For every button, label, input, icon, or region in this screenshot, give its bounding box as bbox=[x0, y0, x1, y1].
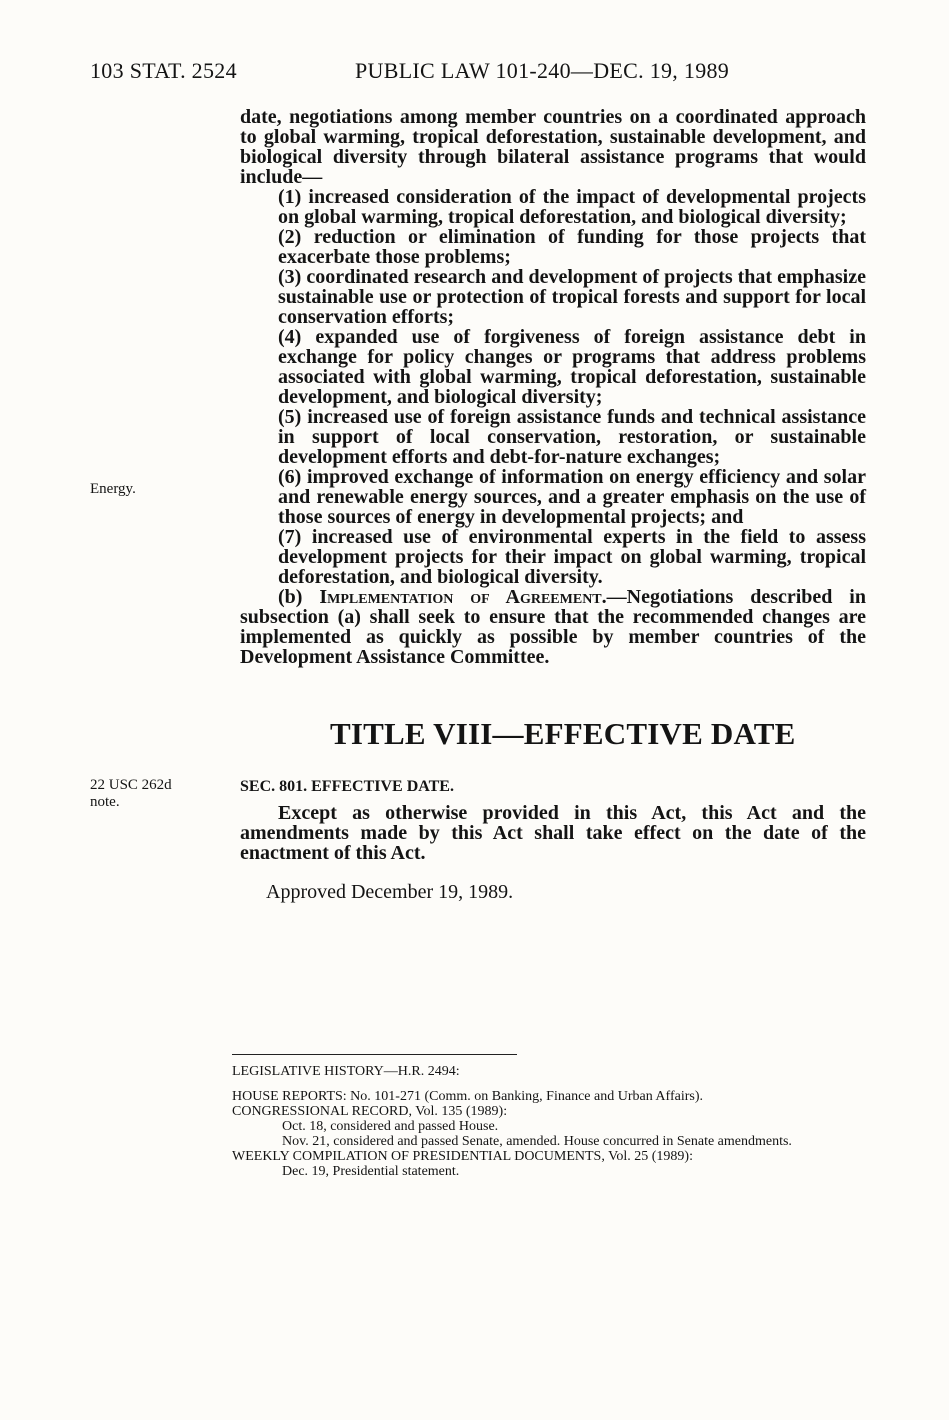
running-head-law: PUBLIC LAW 101-240—DEC. 19, 1989 bbox=[355, 58, 730, 83]
history-line: CONGRESSIONAL RECORD, Vol. 135 (1989): bbox=[232, 1104, 508, 1119]
history-line: WEEKLY COMPILATION OF PRESIDENTIAL DOCUMENTS, Vol. 25 (1989): bbox=[232, 1149, 693, 1164]
body-text-block bbox=[240, 107, 866, 667]
subsection-b-label: (b) bbox=[278, 586, 320, 608]
history-title: LEGISLATIVE HISTORY—H.R. 2494: bbox=[232, 1064, 460, 1079]
list-item: (1) increased consideration of the impact of developmental projects on global warming, tropical deforestation, and biological diversity; bbox=[278, 186, 866, 228]
list-item: (4) expanded use of forgiveness of foreign assistance debt in exchange for policy changes or programs that address problems associated with global warming, tropical deforestation, sustainable development, and biological diversity; bbox=[278, 326, 866, 408]
margin-note-usc-line2: note. bbox=[90, 794, 120, 810]
margin-note-energy: Energy. bbox=[90, 481, 136, 497]
section-801-text: Except as otherwise provided in this Act, this Act and the amendments made by this Act shall take effect on the date of the enactment of this Act. bbox=[240, 802, 866, 864]
history-line: Oct. 18, considered and passed House. bbox=[282, 1119, 499, 1134]
intro-paragraph: date, negotiations among member countries on a coordinated approach to global warming, tropical deforestation, sustainable development, and biological diversity through bilateral assistance programs that would include— bbox=[240, 106, 866, 188]
list-item: (5) increased use of foreign assistance funds and technical assistance in support of local conservation, restoration, or sustainable development efforts and debt-for-nature exchanges; bbox=[278, 406, 866, 468]
margin-note-usc bbox=[90, 777, 172, 811]
list-item: (6) improved exchange of information on energy efficiency and solar and renewable energy sources, and a greater emphasis on the use of those sources of energy in developmental projects; and bbox=[278, 466, 866, 528]
title-heading: TITLE VIII—EFFECTIVE DATE bbox=[330, 716, 796, 751]
subsection-b-text: —Negotiations described in subsection (a) shall seek to ensure that the recommended changes are implemented as quickly as possible by member countries of the Development Assistance Committee. bbox=[240, 586, 866, 668]
history-line: Dec. 19, Presidential statement. bbox=[282, 1164, 460, 1179]
section-heading: SEC. 801. EFFECTIVE DATE. bbox=[240, 778, 454, 795]
section-801-body bbox=[240, 803, 866, 863]
page-stat-number: 103 STAT. 2524 bbox=[90, 58, 237, 83]
history-lines bbox=[232, 1089, 872, 1179]
subsection-b bbox=[240, 587, 866, 667]
subsection-b-heading: Implementation of Agreement. bbox=[319, 586, 607, 608]
list-items bbox=[240, 187, 866, 587]
legislative-history bbox=[232, 1064, 872, 1179]
list-item: (3) coordinated research and development of projects that emphasize sustainable use or protection of tropical forests and support for local conservation efforts; bbox=[278, 266, 866, 328]
list-item: (7) increased use of environmental experts in the field to assess development projects for their impact on global warming, tropical deforestation, and biological diversity. bbox=[278, 526, 866, 588]
history-rule bbox=[232, 1054, 517, 1055]
list-item: (2) reduction or elimination of funding for those projects that exacerbate those problems; bbox=[278, 226, 866, 268]
margin-note-usc-line1: 22 USC 262d bbox=[90, 777, 172, 793]
history-line: HOUSE REPORTS: No. 101-271 (Comm. on Banking, Finance and Urban Affairs). bbox=[232, 1089, 703, 1104]
approved-date: Approved December 19, 1989. bbox=[266, 881, 514, 903]
history-line: Nov. 21, considered and passed Senate, amended. House concurred in Senate amendments. bbox=[282, 1134, 792, 1149]
